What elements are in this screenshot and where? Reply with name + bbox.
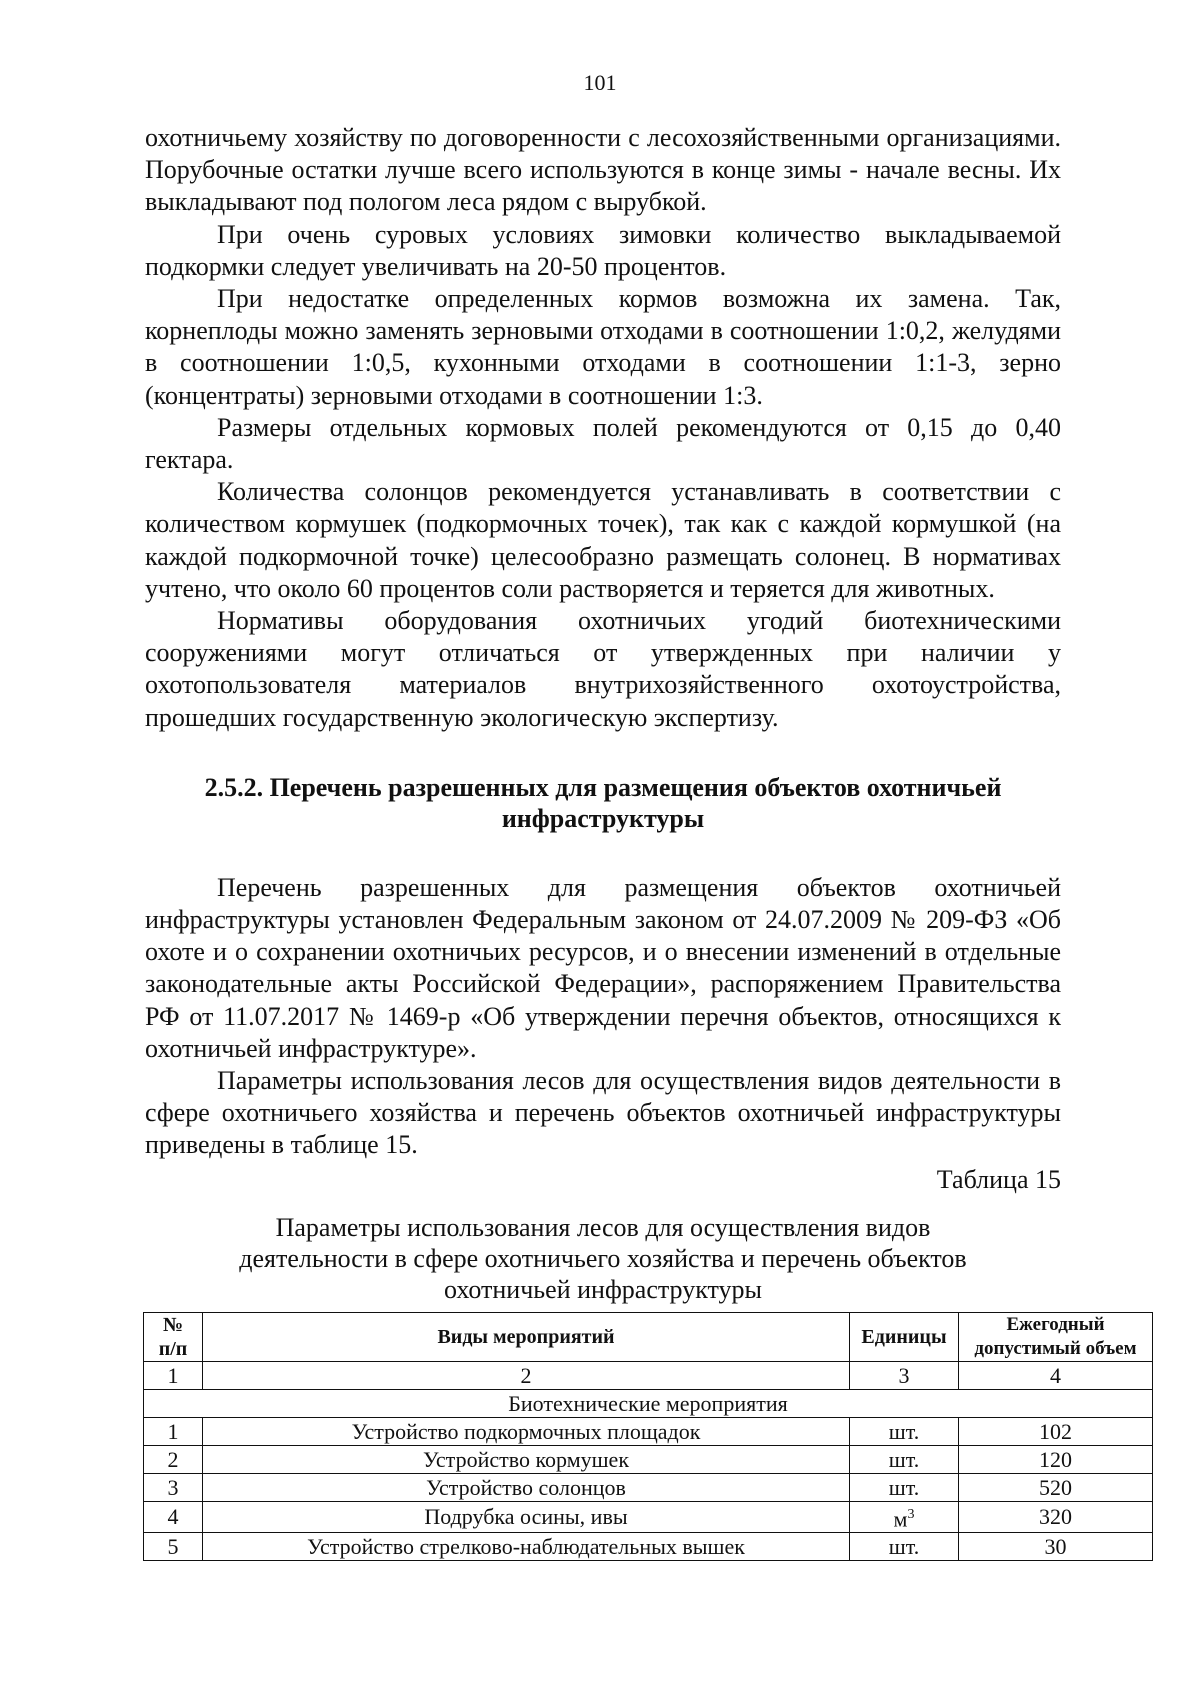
row-volume: 120: [959, 1446, 1153, 1474]
group-row: [144, 1390, 1153, 1418]
paragraph: Размеры отдельных кормовых полей рекомендуются от 0,15 до 0,40 гектара.: [145, 412, 1061, 475]
row-number: 2: [144, 1446, 203, 1474]
row-unit: [850, 1474, 959, 1502]
unit-text: шт.: [888, 1418, 920, 1444]
header-volume: [959, 1313, 1153, 1362]
unit-text: м: [893, 1506, 908, 1532]
header-number: [144, 1313, 203, 1362]
document-body: [145, 122, 1061, 1305]
row-volume: 320: [959, 1502, 1153, 1533]
table-header-row: [144, 1313, 1153, 1362]
column-number: 2: [203, 1362, 850, 1390]
row-unit: [850, 1446, 959, 1474]
paragraph: Количества солонцов рекомендуется устанавливать в соответствии с количеством кормушек (подкормочных точек), так как с каждой кормушкой (на каждой подкормочной точке) целесообразно размещать солонец. В нормативах учтено, что около 60 процентов соли растворяется и теряется для животных.: [145, 477, 1061, 603]
table-row: [144, 1502, 1153, 1533]
row-unit: [850, 1418, 959, 1446]
unit-superscript: 3: [907, 1507, 915, 1522]
table-row: [144, 1446, 1153, 1474]
row-activity: Устройство кормушек: [203, 1446, 850, 1474]
row-volume: 520: [959, 1474, 1153, 1502]
activities-table: [143, 1312, 1153, 1561]
group-title: Биотехнические мероприятия: [144, 1390, 1153, 1418]
unit-text: шт.: [888, 1474, 920, 1500]
row-volume: 30: [959, 1533, 1153, 1561]
column-number-row: [144, 1362, 1153, 1390]
table-caption: Параметры использования лесов для осуществления видов деятельности в сфере охотничьего хозяйства и перечень объектов охотничьей инфраструктуры: [239, 1212, 967, 1304]
paragraph: Нормативы оборудования охотничьих угодий биотехническими сооружениями могут отличаться от утвержденных при наличии у охотопользователя материалов внутрихозяйственного охотоустройства, прошедших государственную экологическую экспертизу.: [145, 606, 1061, 732]
row-activity: Устройство стрелково-наблюдательных вышек: [203, 1533, 850, 1561]
row-volume: 102: [959, 1418, 1153, 1446]
table-row: [144, 1533, 1153, 1561]
header-activity: Виды мероприятий: [203, 1313, 850, 1362]
row-number: 1: [144, 1418, 203, 1446]
paragraph: При недостатке определенных кормов возможна их замена. Так, корнеплоды можно заменять зерновыми отходами в соотношении 1:0,2, желудями в соотношении 1:0,5, кухонными отходами в соотношении 1:1-3, зерно (концентраты) зерновыми отходами в соотношении 1:3.: [145, 284, 1061, 410]
row-number: 3: [144, 1474, 203, 1502]
row-number: 4: [144, 1502, 203, 1533]
table-label: Таблица 15: [936, 1164, 1061, 1194]
paragraph: При очень суровых условиях зимовки количество выкладываемой подкормки следует увеличивать на 20-50 процентов.: [145, 219, 1061, 281]
paragraph: Параметры использования лесов для осуществления видов деятельности в сфере охотничьего хозяйства и перечень объектов охотничьей инфраструктуры приведены в таблице 15.: [145, 1066, 1061, 1160]
row-unit: [850, 1533, 959, 1561]
header-number-top: №: [162, 1314, 184, 1336]
section-heading: 2.5.2. Перечень разрешенных для размещения объектов охотничьей инфраструктуры: [204, 772, 1002, 833]
header-volume-bottom: допустимый объем: [974, 1338, 1137, 1359]
unit-text: шт.: [888, 1446, 920, 1472]
header-number-bottom: п/п: [158, 1338, 188, 1360]
paragraph: Перечень разрешенных для размещения объектов охотничьей инфраструктуры установлен Федеральным законом от 24.07.2009 № 209-ФЗ «Об охоте и о сохранении охотничьих ресурсов, и о внесении изменений в отдельные законодательные акты Российской Федерации», распоряжением Правительства РФ от 11.07.2017 № 1469-р «Об утверждении перечня объектов, относящихся к охотничьей инфраструктуре».: [145, 872, 1061, 1063]
table-row: [144, 1418, 1153, 1446]
column-number: 1: [144, 1362, 203, 1390]
page-number: 101: [583, 70, 617, 95]
table-row: [144, 1474, 1153, 1502]
row-activity: Устройство солонцов: [203, 1474, 850, 1502]
header-units: Единицы: [850, 1313, 959, 1362]
column-number: 4: [959, 1362, 1153, 1390]
row-unit: [850, 1502, 959, 1533]
row-activity: Подрубка осины, ивы: [203, 1502, 850, 1533]
column-number: 3: [850, 1362, 959, 1390]
header-volume-top: Ежегодный: [1006, 1314, 1105, 1335]
unit-text: шт.: [888, 1533, 920, 1559]
row-activity: Устройство подкормочных площадок: [203, 1418, 850, 1446]
row-number: 5: [144, 1533, 203, 1561]
paragraph-continuation: охотничьему хозяйству по договоренности с лесохозяйственными организациями. Порубочные остатки лучше всего используются в конце зимы - начале весны. Их выкладывают под пологом леса рядом с вырубкой.: [145, 123, 1061, 217]
